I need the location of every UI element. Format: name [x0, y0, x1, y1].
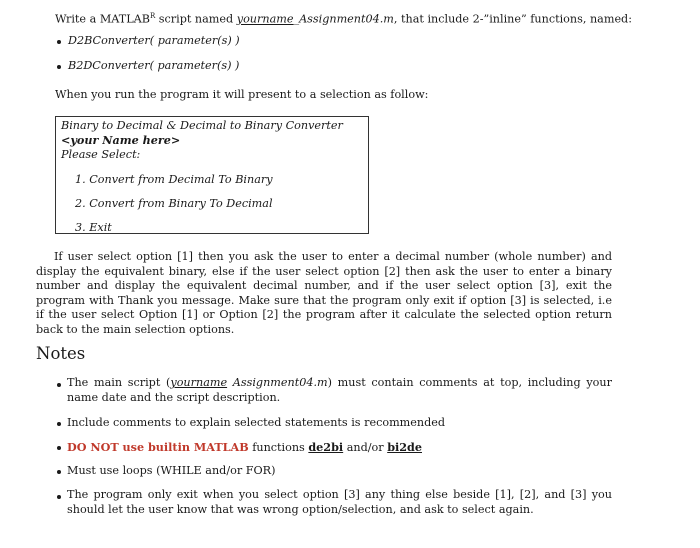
- note-main-script: [67, 376, 612, 405]
- menu-title: Binary to Decimal & Decimal to Binary Converter: [61, 119, 343, 132]
- note1-filename: Assignment04.m: [227, 376, 328, 389]
- note3-de2bi: de2bi: [308, 440, 344, 454]
- note3-warning: DO NOT use builtin MATLAB: [67, 440, 249, 454]
- menu-option-3: 3. Exit: [75, 221, 112, 234]
- bullet-icon: [57, 383, 61, 387]
- bullet-icon: [57, 446, 61, 450]
- bullet-icon: [57, 65, 61, 69]
- registered-mark: R: [149, 12, 156, 20]
- note-comments: Include comments to explain selected statements is recommended: [67, 416, 446, 429]
- intro-post: , that include 2-”inline” functions, named:: [393, 12, 632, 26]
- menu-option-1: 1. Convert from Decimal To Binary: [75, 173, 273, 186]
- note1-pre: The main script (: [67, 376, 171, 389]
- note3-mid: functions: [248, 441, 309, 454]
- note1-yourname: yourname: [170, 376, 228, 389]
- note-no-builtin: [67, 440, 422, 455]
- bullet-icon: [57, 470, 61, 474]
- bullet-icon: [57, 40, 61, 44]
- note1-post: ) must contain comments at top, including your name date and the script description.: [67, 376, 612, 404]
- note3-and: and/or: [343, 441, 388, 454]
- note-loops: Must use loops (WHILE and/or FOR): [67, 464, 276, 477]
- note-exit-option: The program only exit when you select option [3] any thing else beside [1], [2], and [3] you should let the user know that was wrong option/selection, and ask to select again.: [67, 488, 612, 516]
- filename-rest: _Assignment04.m: [293, 12, 394, 26]
- intro-line: [55, 9, 632, 27]
- function-item-b2d: B2DConverter( parameter(s) ): [68, 59, 240, 72]
- note3-bi2de: bi2de: [387, 440, 422, 454]
- menu-prompt: Please Select:: [61, 148, 141, 161]
- run-description: When you run the program it will present to a selection as follow:: [55, 88, 429, 101]
- function-item-d2b: D2BConverter( parameter(s) ): [68, 34, 240, 47]
- bullet-icon: [57, 422, 61, 426]
- notes-heading: Notes: [36, 344, 86, 363]
- intro-pre: Write a MATLAB: [55, 12, 150, 26]
- menu-name-placeholder: <your Name here>: [61, 133, 181, 147]
- instructions-paragraph: If user select option [1] then you ask the user to enter a decimal number (whole number) and display the equivalent binary, else if the user select option [2] then ask the user to enter a binary number and display the equivalent decimal number, and if the user select option [3], exit the program with Thank you message. Make sure that the program only exit if option [3] is selected, i.e if the user select Option [1] or Option [2] the program after it calculate the selected option return back to the main selection options.: [36, 250, 612, 336]
- intro-mid: script named: [155, 12, 237, 26]
- filename-yourname: yourname: [236, 12, 294, 26]
- bullet-icon: [57, 495, 61, 499]
- menu-option-2: 2. Convert from Binary To Decimal: [75, 197, 273, 210]
